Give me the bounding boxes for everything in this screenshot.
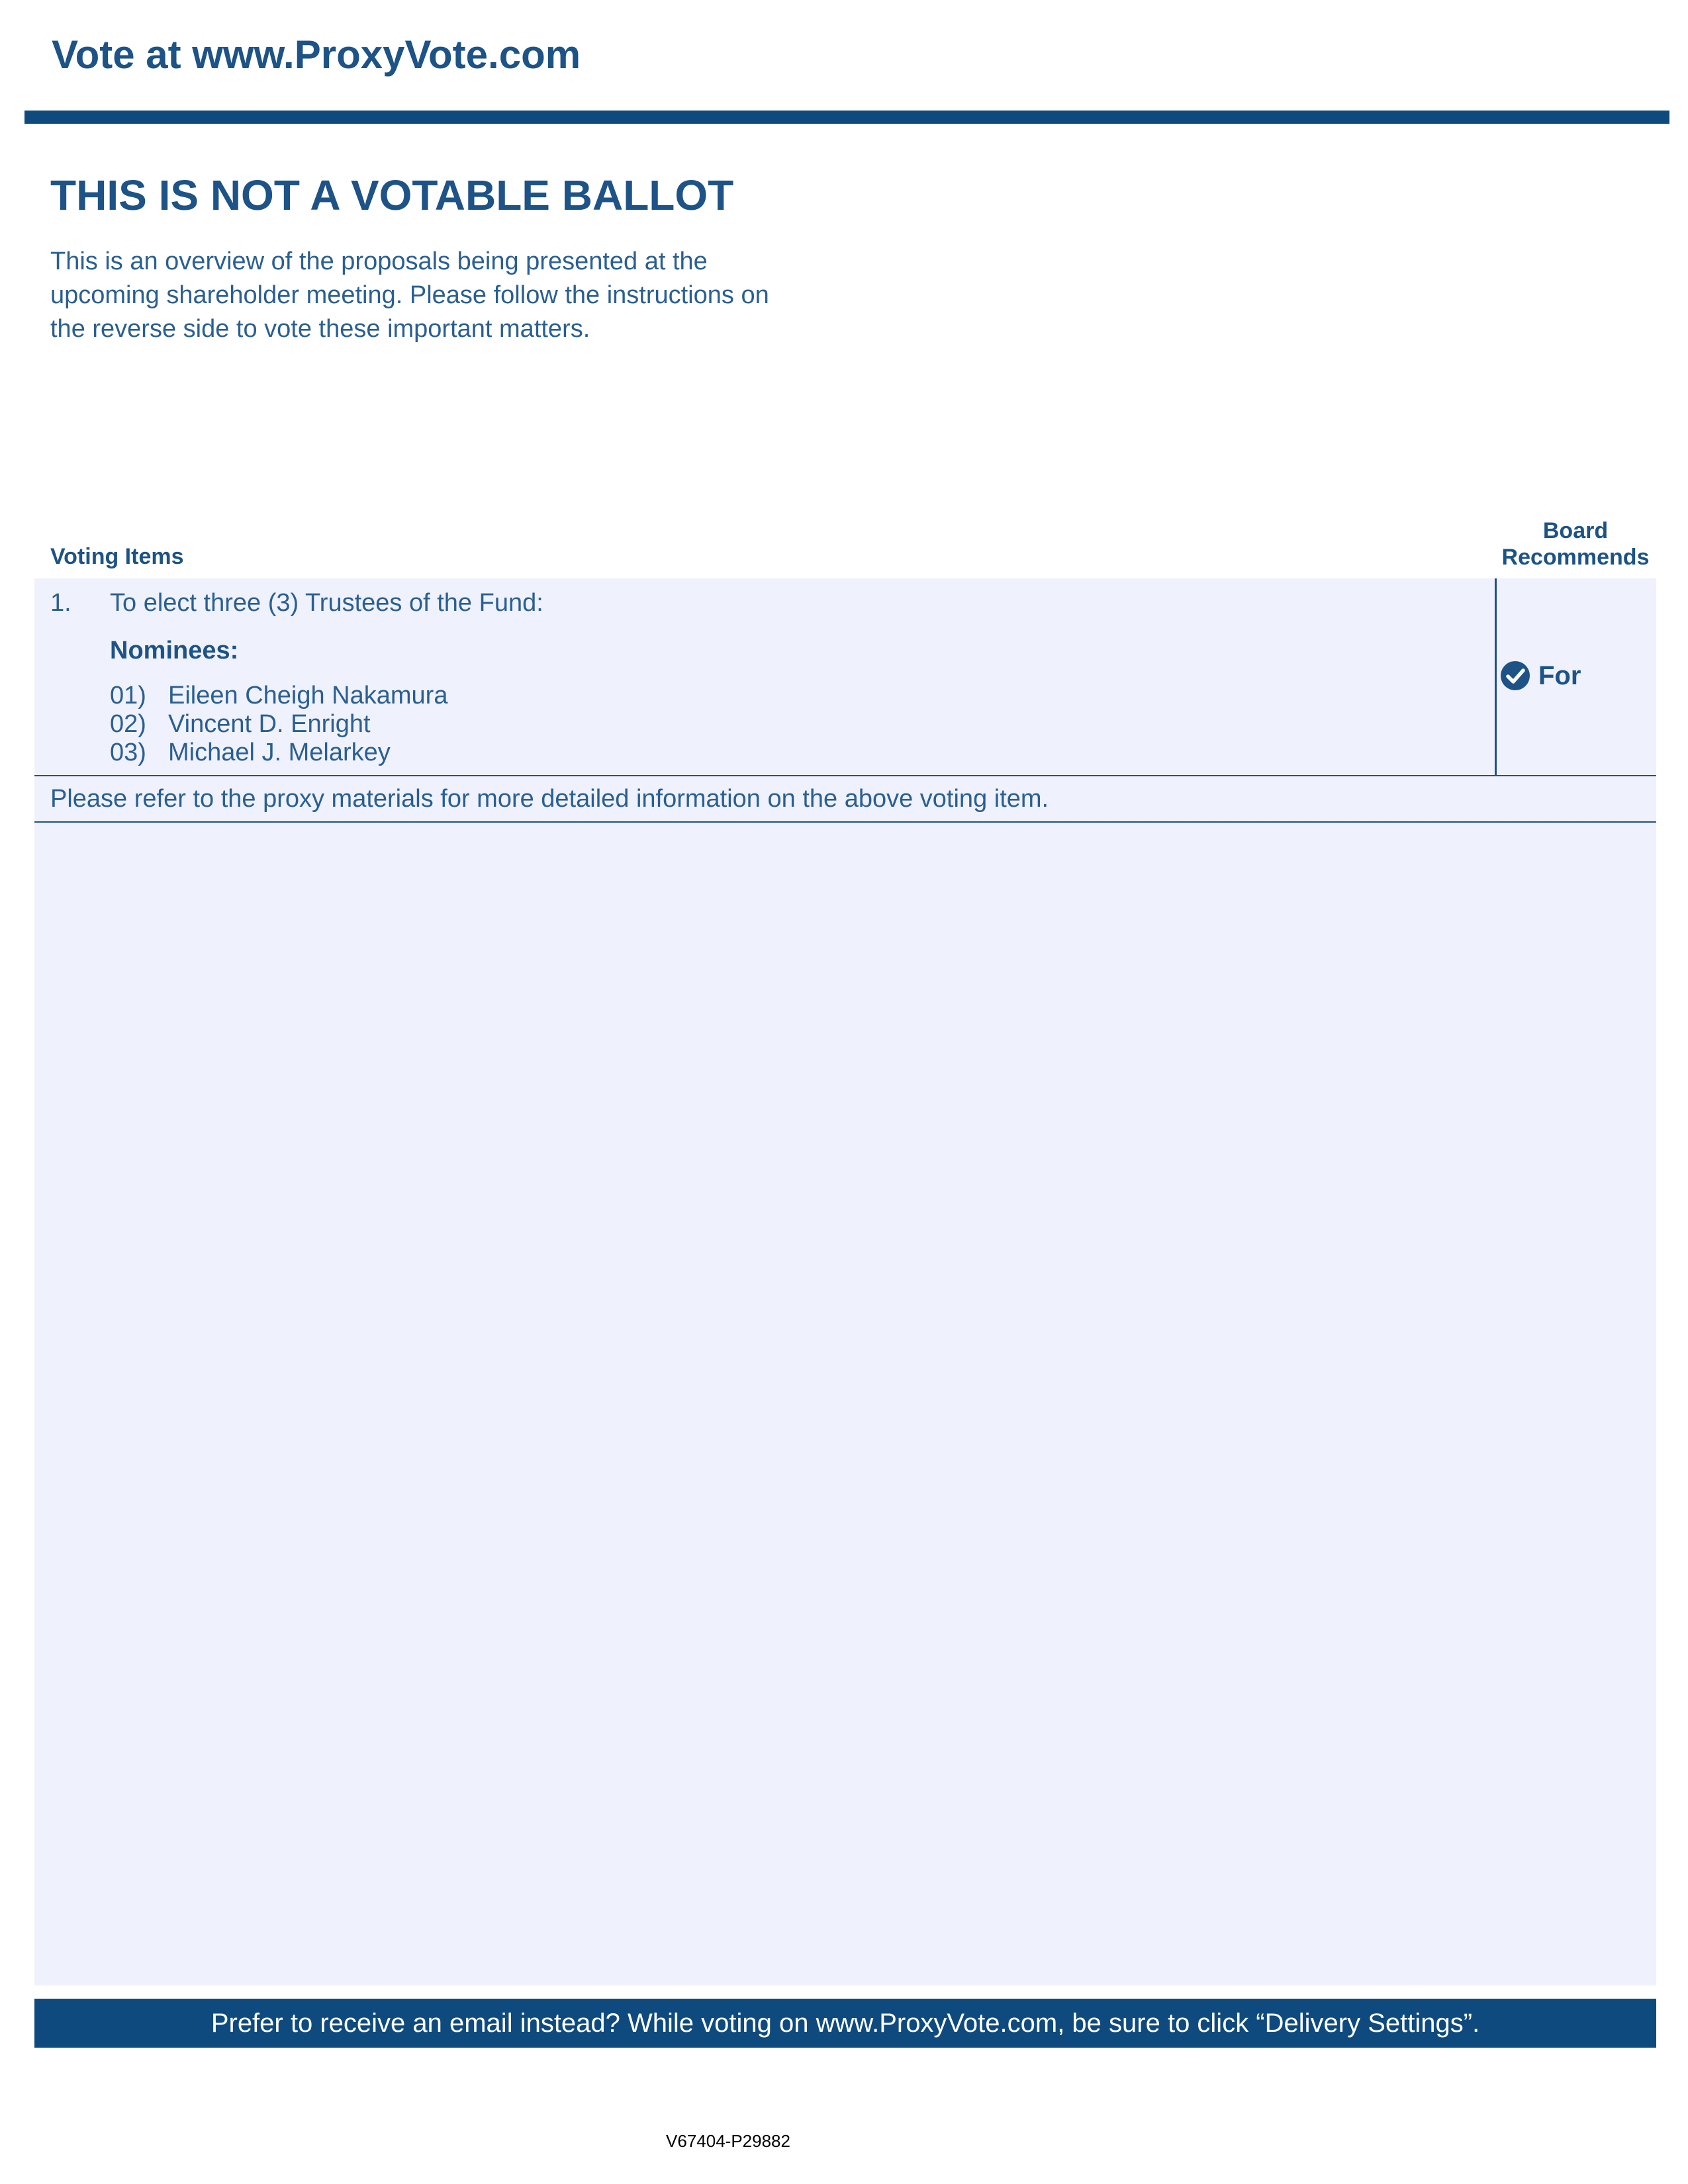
voting-items-header: Voting Items [50,544,184,569]
check-circle-icon [1500,660,1530,691]
nominee-number: 02) [110,710,146,738]
footer-message: Prefer to receive an email instead? While voting on www.ProxyVote.com, be sure to click “Delivery Settings”. [211,2008,1480,2038]
item-separator [34,775,1656,776]
ballot-title: THIS IS NOT A VOTABLE BALLOT [50,171,734,219]
header-divider [24,111,1669,124]
nominee-row [110,739,447,767]
footer-banner [34,1999,1656,2048]
nominee-row [110,682,447,710]
nominee-name: Eileen Cheigh Nakamura [168,682,448,709]
note-separator [34,821,1656,823]
board-recommendation [1500,660,1581,691]
item-number: 1. [50,589,71,617]
nominee-name: Vincent D. Enright [168,710,371,738]
document-code: V67404-P29882 [666,2131,790,2151]
board-recommends-header-line1: Board [1542,518,1609,543]
board-recommends-header [1489,518,1662,570]
board-recommends-header-line2: Recommends [1501,545,1650,570]
column-divider [1495,578,1497,776]
intro-line: the reverse side to vote these important matters. [50,315,590,343]
intro-line: This is an overview of the proposals being presented at the [50,248,708,275]
intro-line: upcoming shareholder meeting. Please follow the instructions on [50,281,769,309]
intro-paragraph [50,245,884,346]
nominee-number: 03) [110,739,146,766]
header-title: Vote at www.ProxyVote.com [52,32,581,77]
nominees-label: Nominees: [110,637,239,664]
nominee-number: 01) [110,682,146,709]
proxy-materials-note: Please refer to the proxy materials for more detailed information on the above voting item. [50,785,1049,813]
item-proposal-text: To elect three (3) Trustees of the Fund: [110,589,543,617]
nominee-list [110,682,447,767]
nominee-row [110,710,447,739]
nominee-name: Michael J. Melarkey [168,739,391,766]
recommendation-label: For [1538,660,1581,690]
